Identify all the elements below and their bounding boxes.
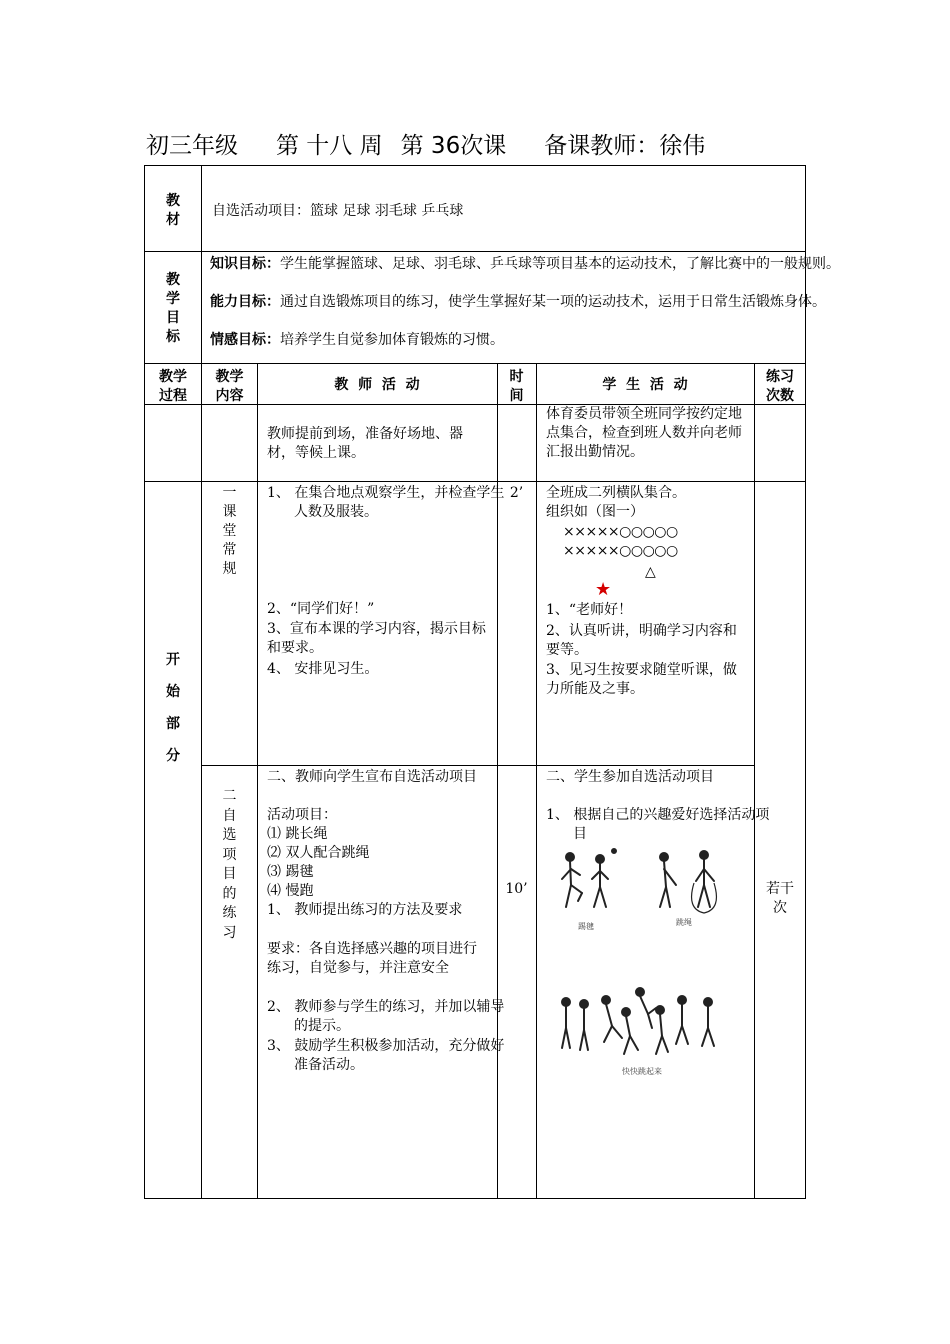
col-time: 时 间	[509, 369, 524, 404]
week: 第 十八 周	[276, 133, 383, 159]
formation-row-1: ×××××○○○○○	[563, 524, 678, 540]
formation-row-2: ×××××○○○○○	[563, 543, 678, 559]
star-icon: ★	[595, 579, 612, 600]
part1-student-2: 组织如（图一）	[546, 504, 644, 520]
teacher-name: 备课教师：徐伟	[544, 133, 706, 159]
rule	[536, 363, 537, 1199]
part1-teacher-1: 1、 在集合地点观察学生，并检查学生人数及服装。	[267, 485, 505, 520]
part1-time: 2’	[509, 485, 524, 501]
rule	[144, 251, 806, 252]
col-content: 教学 内容	[215, 369, 244, 404]
figure-jianzi-rope	[556, 845, 734, 935]
part2-teacher-7: 1、 教师提出练习的方法及要求	[267, 902, 463, 918]
svg-text:快快跳起来: 快快跳起来	[622, 1067, 662, 1076]
part2-student-2: 1、 根据自己的兴趣爱好选择活动项目	[546, 807, 770, 842]
part2-teacher-6: ⑷ 慢跑	[267, 883, 314, 899]
page-title	[146, 127, 705, 160]
part2-teacher-9: 2、 教师参与学生的练习，并加以辅导的提示。	[267, 999, 505, 1034]
knowledge-objective: 知识目标：学生能掌握篮球、足球、羽毛球、乒乓球等项目基本的运动技术，了解比赛中的一般规则。	[210, 256, 840, 272]
svg-text:跳绳: 跳绳	[676, 918, 692, 927]
lesson: 第 36次课	[400, 133, 507, 159]
col-student: 学 生 活 动	[602, 377, 688, 393]
formation-teacher: △	[645, 564, 656, 580]
objectives-label: 教 学 目 标	[166, 272, 180, 345]
part1-teacher-3: 3、宣布本课的学习内容，揭示目标和要求。	[267, 621, 486, 656]
part1-student-4: 2、认真听讲，明确学习内容和要等。	[546, 623, 737, 658]
prep-student: 体育委员带领全班同学按约定地点集合，检查到班人数并向老师汇报出勤情况。	[546, 406, 742, 460]
prep-teacher: 教师提前到场，准备好场地、器材，等候上课。	[267, 426, 463, 461]
part2-teacher-10: 3、 鼓励学生积极参加活动，充分做好准备活动。	[267, 1038, 505, 1073]
grade: 初三年级	[146, 133, 238, 159]
col-reps: 练习 次数	[766, 369, 794, 404]
col-process: 教学 过程	[159, 369, 187, 404]
rule	[144, 481, 806, 482]
part2-time: 10’	[505, 881, 528, 897]
rule	[144, 1198, 806, 1199]
section-label: 开 始 部 分	[166, 652, 180, 764]
part2-content: 二 自 选 项 目 的 练 习	[222, 788, 237, 941]
part1-student-1: 全班成二列横队集合。	[546, 485, 686, 501]
figure-jumping-group	[556, 980, 734, 1080]
part1-student-3: 1、“老师好！	[546, 602, 633, 618]
part2-teacher-1: 二、教师向学生宣布自选活动项目	[267, 769, 477, 785]
part1-teacher-4: 4、 安排见习生。	[267, 661, 379, 677]
rule	[201, 765, 754, 766]
part2-teacher-8: 要求：各自选择感兴趣的项目进行练习，自觉参与，并注意安全	[267, 941, 477, 976]
part2-teacher-3: ⑴ 跳长绳	[267, 826, 328, 842]
part1-student-5: 3、见习生按要求随堂听课，做力所能及之事。	[546, 662, 737, 697]
ability-objective: 能力目标：通过自选锻炼项目的练习，使学生掌握好某一项的运动技术，运用于日常生活锻炼身体。	[210, 294, 826, 310]
part2-reps: 若干 次	[766, 881, 794, 916]
rule	[754, 363, 755, 1199]
part2-teacher-5: ⑶ 踢毽	[267, 864, 314, 880]
part1-content: 一 课 堂 常 规	[222, 485, 237, 577]
emotion-objective: 情感目标：培养学生自觉参加体育锻炼的习惯。	[210, 332, 504, 348]
rule	[805, 165, 806, 1199]
part1-teacher-2: 2、“同学们好！”	[267, 601, 375, 617]
part2-student-1: 二、学生参加自选活动项目	[546, 769, 714, 785]
material-label: 教 材	[166, 193, 180, 228]
rule	[144, 363, 806, 364]
col-teacher: 教 师 活 动	[334, 377, 420, 393]
part2-teacher-4: ⑵ 双人配合跳绳	[267, 845, 370, 861]
part2-teacher-2: 活动项目：	[267, 807, 337, 823]
rule	[144, 165, 806, 166]
svg-text:踢毽: 踢毽	[578, 922, 594, 931]
material-content: 自选活动项目：篮球 足球 羽毛球 乒乓球	[212, 203, 464, 219]
